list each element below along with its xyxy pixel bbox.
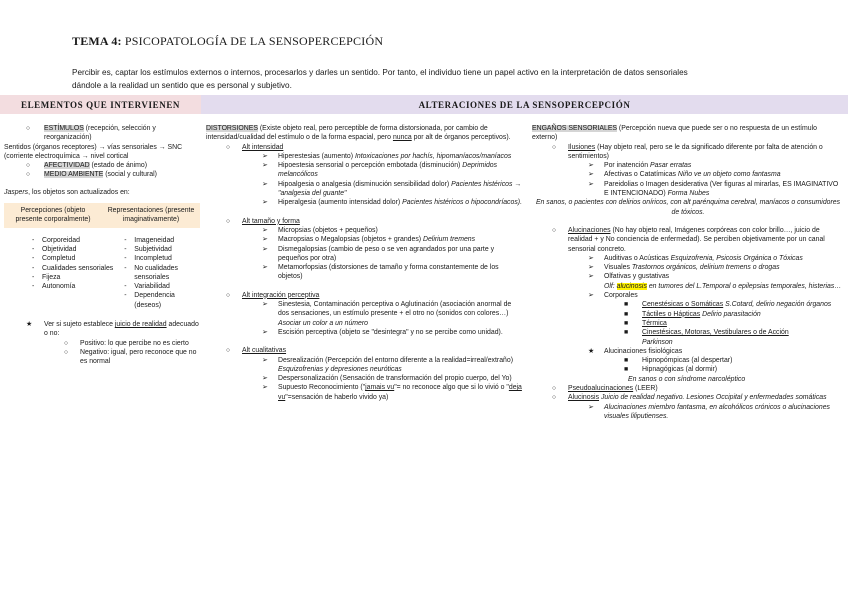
jaspers-text: Jaspers, los objetos son actualizados en: [4,188,130,196]
auditivas-item: ➢ Auditivas o Acústicas Esquizofrenia, Psicosis Orgánica o Tóxicas [588,254,803,262]
arrow-bullet-icon: ➢ [262,375,268,383]
micropsias-item: ➢ Micropsias (objetos + pequeños) [262,226,378,234]
medio-ambiente-item: ○ MEDIO AMBIENTE (social y cultural) [26,171,157,179]
alt-cualitativas-heading: ○ Alt cualitativas [226,347,287,355]
juicio-realidad-item: ★ Ver si sujeto establece juicio de realidad adecuado o no: [26,321,199,338]
negativo-item: ○ Negativo: igual, pero reconoce que no es normal [64,348,197,366]
arrow-bullet-icon: ➢ [588,254,594,262]
desrealizacion-item: ➢ Desrealización (Percepción del entorno diferente a la realidad=irreal/extraño) Esquizofrenias y depresiones neuróticas [262,356,513,373]
corporales-item: ➢ Corporales [588,292,638,300]
arrow-bullet-icon: ➢ [262,180,268,188]
alucinosis-item: ○ Alucinosis Juicio de realidad negativo. Lesiones Occipital y enfermedades somáticas [552,394,827,402]
square-bullet-icon: ■ [624,329,629,337]
hipnopompicas-item: ■ Hipnopómpicas (al despertar) [624,357,733,365]
metamorfopsias-item: ➢ Metamorfopsias (distorsiones de tamaño y forma constantemente de los objetos) [262,264,499,281]
circle-bullet-icon: ○ [226,143,231,151]
jaspers-table [4,203,200,228]
list-item: - No cualidades sensoriales [122,264,200,283]
circle-bullet-icon: ○ [552,143,557,151]
arrow-bullet-icon: ➢ [262,301,268,309]
list-item: - Variabilidad [122,282,200,291]
square-bullet-icon: ■ [624,319,629,327]
sanos-note: En sanos, o pacientes con delirios oníricos, con alt parénquima cerebral, maníacos o consumidores de tóxicos. [535,199,841,216]
circle-bullet-icon: ○ [26,125,31,132]
square-bullet-icon: ■ [624,310,629,318]
dismegalopsias-item: ➢ Dismegalopsias (cambio de peso o se ven agrandados por una parte y pequeños por otra) [262,245,495,262]
intro-line-2: dándole a la realidad un sentido que es personal y subjetivo. [72,81,292,90]
arrow-bullet-icon: ➢ [262,384,268,392]
percepciones-cell: Percepciones (objeto presente corporalmente) [4,203,102,228]
arrow-bullet-icon: ➢ [588,292,594,300]
list-item: - Fijeza [30,273,122,282]
arrow-bullet-icon: ➢ [588,264,594,272]
olfativas-item: ➢ Olfativas y gustativas [588,273,670,281]
cenestesicas-item: ■ Cenestésicas o Somáticas S.Cotard, delirio negación órganos [624,301,832,309]
hiperestesias-item: ➢ Hiperestesias (aumento) Intoxicaciones por hachís, hipomaníacos/maníacos [262,152,512,160]
circle-bullet-icon: ○ [26,171,31,179]
arrow-bullet-icon: ➢ [262,236,268,244]
arrow-bullet-icon: ➢ [262,328,268,336]
macropsias-item: ➢ Macropsias o Megalopsias (objetos + grandes) Delirium tremens [262,236,476,244]
inatencion-item: ➢ Por inatención Pasar erratas [588,162,692,170]
intro-line-1: Percibir es, captar los estímulos externos o internos, procesarlos y darles un sentido. Por tanto, el individuo tiene un papel activo en la interpretación de datos sensoriales [72,68,688,77]
hipoalgesia-item: ➢ Hipoalgesia o analgesia (disminución sensibilidad dolor) Pacientes histéricos → "analgesia del guante" [262,180,522,198]
representaciones-cell: Representaciones (presente imaginativamente) [102,203,200,228]
representaciones-list [122,236,200,310]
circle-bullet-icon: ○ [64,348,69,356]
list-item: - Incompletud [122,254,200,263]
circle-bullet-icon: ○ [552,226,557,234]
sentidos-text: Sentidos (órganos receptores) → vías sensoriales → SNC (corriente electroquímica → nivel cortical [4,143,183,160]
cinestesicas-item: ■ Cinestésicas, Motoras, Vestibulares o de Acción [624,329,789,337]
list-item: - Dependencia (deseos) [122,291,200,310]
list-item: - Subjetividad [122,245,200,254]
column-enganos [532,124,844,421]
list-item: - Autonomía [30,282,122,291]
circle-bullet-icon: ○ [226,347,231,355]
star-bullet-icon: ★ [26,321,33,329]
positivo-item: ○ Positivo: lo que percibe no es cierto [64,339,189,347]
arrow-bullet-icon: ➢ [588,273,594,281]
list-item: - Imageneidad [122,236,200,245]
star-bullet-icon: ★ [588,347,595,355]
escision-item: ➢ Escisión perceptiva (objeto se "desintegra" y no se percibe como unidad). [262,328,503,336]
hipoestesia-item: ➢ Hipoestesia sensorial o percepción embotada (disminución) Deprimidos melancólicos [262,162,498,179]
sinestesia-item: ➢ Sinestesia, Contaminación perceptiva o Aglutinación (asociación anormal de dos sensaciones, un estímulo presente + el otro no (sonidos con colores…) Asociar un color a un número [262,301,512,327]
supuesto-reconocimiento-item: ➢ Supuesto Reconocimiento ("jamais vu"= no reconoce algo que si lo vivió o "deja vu"=sensación de haberlo vivido ya) [262,384,522,401]
parkinson-note: Parkinson [642,338,673,346]
alt-integracion-heading: ○ Alt integración perceptiva [226,291,320,299]
list-item: - Completud [30,254,122,263]
hiperalgesia-item: ➢ Hiperalgesia (aumento intensidad dolor) Pacientes histéricos o hipocondríacos). [262,199,522,207]
estimulos-item: ○ ESTÍMULOS (recepción, selección y reorganización) [26,125,156,142]
arrow-bullet-icon: ➢ [262,162,268,170]
termica-item: ■ Térmica [624,319,667,327]
square-bullet-icon: ■ [624,357,629,365]
fisiologicas-item: ★ Alucinaciones fisiológicas [588,347,683,355]
circle-bullet-icon: ○ [552,385,557,393]
square-bullet-icon: ■ [624,301,629,309]
header-elementos: ELEMENTOS QUE INTERVIENEN [0,95,201,114]
arrow-bullet-icon: ➢ [262,264,268,272]
ilusiones-item: ○ Ilusiones (Hay objeto real, pero se le da significado diferente por falta de atención o sentimientos) [552,143,823,160]
alucinaciones-item: ○ Alucinaciones (No hay objeto real, Imágenes corpóreas con color brillo…, juicio de realidad + y No conciencia de enfermedad). Se perciben objetivamente por un canal sensorial concreto. [552,226,825,253]
page-title: TEMA 4: PSICOPATOLOGÍA DE LA SENSOPERCEPCIÓN [72,34,384,48]
column-elementos [4,124,200,367]
arrow-bullet-icon: ➢ [262,199,268,207]
afectivas-item: ➢ Afectivas o Catatímicas Niño ve un objeto como fantasma [588,171,781,179]
narcoleptico-note: En sanos o con síndrome narcoléptico [628,375,746,383]
tactiles-item: ■ Táctiles o Hápticas Delirio parasitación [624,310,761,318]
square-bullet-icon: ■ [624,366,629,374]
arrow-bullet-icon: ➢ [588,171,594,179]
olf-note: Olf: alucinosis en tumores del L.Temporal o epilepsias temporales, histerias… [604,282,842,290]
header-alteraciones: ALTERACIONES DE LA SENSOPERCEPCIÓN [201,95,848,114]
distorsiones-intro: DISTORSIONES (Existe objeto real, pero perceptible de forma distorsionada, por cambio de intensidad/cualidad del estímulo o de la forma espacial, pero nunca por alt de órganos perceptivos). [206,125,511,142]
arrow-bullet-icon: ➢ [262,152,268,160]
visuales-item: ➢ Visuales Trastornos orgánicos, delirium tremens o drogas [588,264,780,272]
list-item: - Cualidades sensoriales [30,264,122,273]
circle-bullet-icon: ○ [552,394,557,402]
circle-bullet-icon: ○ [226,217,231,225]
list-item: - Objetividad [30,245,122,254]
column-distorsiones [206,124,524,402]
list-item: - Corporeidad [30,236,122,245]
arrow-bullet-icon: ➢ [262,226,268,234]
arrow-bullet-icon: ➢ [588,403,594,411]
intro-paragraph [72,66,772,92]
circle-bullet-icon: ○ [226,291,231,299]
enganos-intro: ENGAÑOS SENSORIALES (Percepción nueva que puede ser o no respuesta de un estímulo externo) [532,125,817,142]
percepciones-list [4,236,122,310]
arrow-bullet-icon: ➢ [588,162,594,170]
miembro-fantasma-item: ➢ Alucinaciones miembro fantasma, en alcohólicos crónicos o alucinaciones visuales liliputienses. [588,403,830,420]
arrow-bullet-icon: ➢ [262,356,268,364]
jaspers-lists [4,236,200,310]
alt-tamano-heading: ○ Alt tamaño y forma [226,217,300,225]
circle-bullet-icon: ○ [26,162,31,170]
arrow-bullet-icon: ➢ [262,245,268,253]
arrow-bullet-icon: ➢ [588,180,594,188]
circle-bullet-icon: ○ [64,339,69,347]
afectividad-item: ○ AFECTIVIDAD (estado de ánimo) [26,162,148,170]
pareidolias-item: ➢ Pareidolias o Imagen desiderativa (Ver figuras al mirarlas, ES IMAGINATIVO E INTENCIONADO) Forma Nubes [588,180,839,198]
hipnagogicas-item: ■ Hipnagógicas (al dormir) [624,366,718,374]
alt-intensidad-heading: ○ Alt intensidad [226,143,284,151]
despersonalizacion-item: ➢ Despersonalización (Sensación de transformación del propio cuerpo, del Yo) [262,375,512,383]
pseudoalucinaciones-item: ○ Pseudoalucinaciones (LEER) [552,385,658,393]
